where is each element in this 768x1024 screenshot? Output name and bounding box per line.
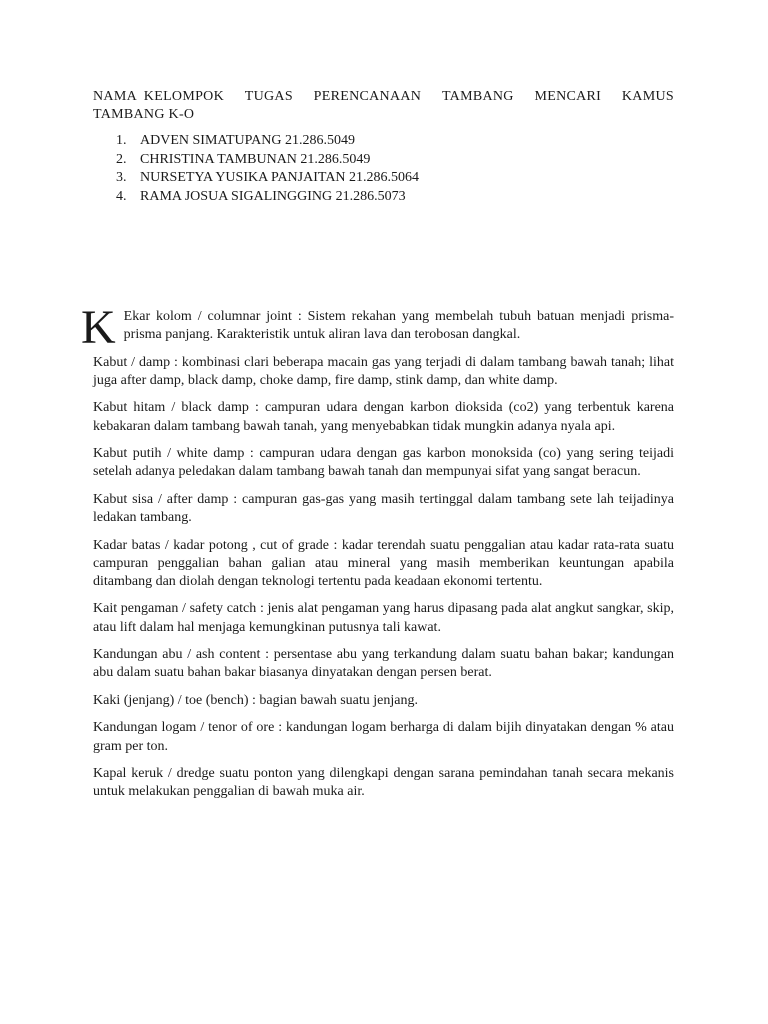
- header-word-mencari: MENCARI: [534, 89, 602, 104]
- header-group-label: NAMA KELOMPOK: [93, 89, 224, 104]
- dictionary-entry: Kapal keruk / dredge suatu ponton yang dilengkapi dengan sarana pemindahan tanah secara mekanis untuk melakukan penggalian di bawah muka air.: [93, 766, 674, 800]
- member-number: 2.: [116, 151, 127, 167]
- dictionary-entry: Kadar batas / kadar potong , cut of grade : kadar terendah suatu penggalian atau kadar rata-rata suatu campuran penggalian bahan galian atau mineral yang masih memberikan keuntungan apabila ditambang dan diolah dengan teknologi tertentu pada keadaan ekonomi tertentu.: [93, 537, 674, 589]
- dictionary-body: [81, 301, 674, 811]
- member-number: 3.: [116, 170, 127, 185]
- member-name: CHRISTINA TAMBUNAN 21.286.5049: [140, 151, 371, 167]
- member-name: RAMA JOSUA SIGALINGGING 21.286.5073: [140, 188, 406, 204]
- dictionary-entry: [81, 301, 674, 354]
- dictionary-entry: Kandungan abu / ash content : persentase abu yang terkandung dalam suatu bahan bakar; kandungan abu dalam suatu bahan bakar biasanya dinyatakan dengan persen berat.: [93, 647, 674, 681]
- header-line-1: [93, 88, 674, 106]
- dictionary-entry: Kabut putih / white damp : campuran udara dengan gas karbon monoksida (co) yang sering teijadi setelah adanya peledakan dalam tambang bawah tanah dan mempunyai sifat yang sangat beracun.: [93, 446, 674, 480]
- dictionary-entry: Kait pengaman / safety catch : jenis alat pengaman yang harus dipasang pada alat angkut sangkar, skip, atau lift dalam hal menjaga kemungkinan putusnya tali kawat.: [93, 601, 674, 635]
- header-word-tugas: TUGAS: [244, 89, 293, 104]
- member-item: [116, 132, 419, 151]
- dictionary-entry: Kabut / damp : kombinasi clari beberapa macain gas yang terjadi di dalam tambang bawah tanah; lihat juga after damp, black damp, choke damp, fire damp, stink damp, dan white damp.: [93, 354, 674, 388]
- header-line-2: TAMBANG K-O: [93, 107, 195, 122]
- member-name: ADVEN SIMATUPANG 21.286.5049: [140, 133, 355, 148]
- dictionary-entry: Kabut hitam / black damp : campuran udara dengan karbon dioksida (co2) yang terbentuk karena kebakaran dalam tambang bawah tanah, yang menyebabkan tidak mungkin adanya nyala api.: [93, 400, 674, 434]
- entry-text: Ekar kolom / columnar joint : Sistem rekahan yang membelah tubuh batuan menjadi prisma- prisma panjang. Karakteristik untuk aliran lava dan terobosan dangkal.: [123, 309, 674, 343]
- drop-cap: K: [81, 301, 116, 354]
- document-header: [93, 88, 674, 124]
- member-item: [116, 151, 419, 170]
- header-word-kamus: KAMUS: [621, 89, 674, 104]
- member-list: [116, 132, 419, 206]
- member-name: NURSETYA YUSIKA PANJAITAN 21.286.5064: [140, 170, 420, 185]
- header-word-tambang: TAMBANG: [441, 89, 514, 104]
- member-number: 1.: [116, 133, 127, 148]
- member-item: [116, 188, 419, 207]
- member-number: 4.: [116, 188, 127, 204]
- dictionary-entry: Kandungan logam / tenor of ore : kandungan logam berharga di dalam bijih dinyatakan dengan % atau gram per ton.: [93, 720, 674, 754]
- dictionary-entry: Kabut sisa / after damp : campuran gas-gas yang masih tertinggal dalam tambang sete lah teijadinya ledakan tambang.: [93, 491, 674, 526]
- dictionary-entry: Kaki (jenjang) / toe (bench) : bagian bawah suatu jenjang.: [93, 692, 418, 708]
- header-word-perencanaan: PERENCANAAN: [313, 89, 422, 104]
- member-item: [116, 169, 419, 188]
